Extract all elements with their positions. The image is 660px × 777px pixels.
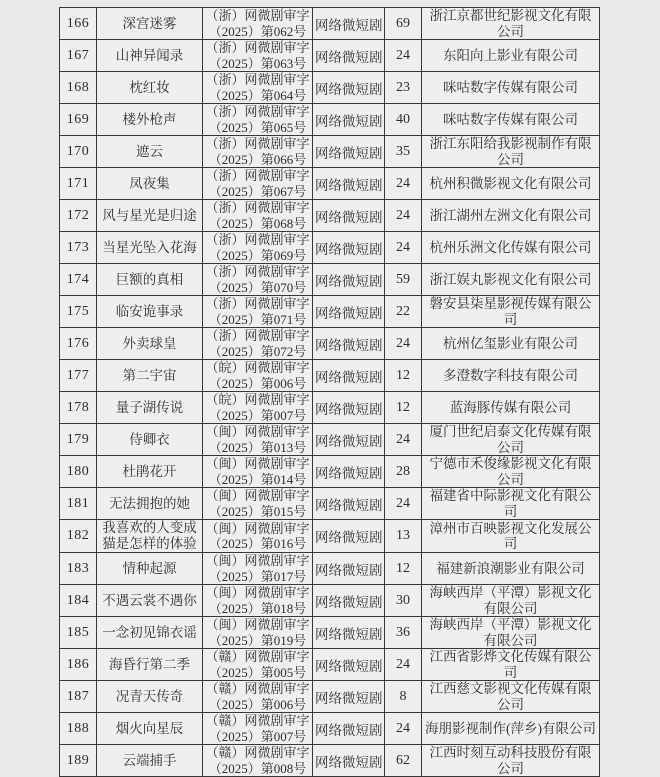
license-line-1: （浙）网微剧审字 xyxy=(205,264,310,279)
license-line-1: （浙）网微剧审字 xyxy=(205,40,310,55)
cell-index: 187 xyxy=(60,681,97,713)
table-row xyxy=(60,488,600,520)
table-row xyxy=(60,136,600,168)
license-line-2: （2025）第006号 xyxy=(208,375,307,391)
cell-title: 无法拥抱的她 xyxy=(97,488,203,520)
license-line-1: （浙）网微剧审字 xyxy=(205,232,310,247)
cell-company: 浙江娱丸影视文化有限公司 xyxy=(422,264,600,296)
cell-license xyxy=(203,745,313,777)
cell-index: 179 xyxy=(60,424,97,456)
license-line-1: （浙）网微剧审字 xyxy=(205,136,310,151)
cell-license xyxy=(203,488,313,520)
cell-title: 我喜欢的人变成猫是怎样的体验 xyxy=(97,520,203,553)
cell-episodes: 30 xyxy=(385,585,422,617)
cell-type: 网络微短剧 xyxy=(313,649,385,681)
cell-episodes: 69 xyxy=(385,8,422,40)
license-line-1: （赣）网微剧审字 xyxy=(205,745,310,760)
cell-type: 网络微短剧 xyxy=(313,488,385,520)
license-line-1: （闽）网微剧审字 xyxy=(205,617,310,632)
cell-license xyxy=(203,136,313,168)
license-line-1: （浙）网微剧审字 xyxy=(205,168,310,183)
cell-index: 185 xyxy=(60,617,97,649)
cell-company: 江西慈文影视文化传媒有限公司 xyxy=(422,681,600,713)
cell-episodes: 24 xyxy=(385,40,422,72)
cell-episodes: 36 xyxy=(385,617,422,649)
cell-title: 遮云 xyxy=(97,136,203,168)
cell-index: 182 xyxy=(60,520,97,553)
license-line-2: （2025）第005号 xyxy=(208,664,307,680)
cell-license xyxy=(203,392,313,424)
license-line-2: （2025）第019号 xyxy=(208,632,307,648)
table-row xyxy=(60,40,600,72)
table-row xyxy=(60,8,600,40)
cell-episodes: 24 xyxy=(385,713,422,745)
license-line-1: （闽）网微剧审字 xyxy=(205,553,310,568)
cell-title: 外卖球皇 xyxy=(97,328,203,360)
cell-index: 184 xyxy=(60,585,97,617)
cell-episodes: 24 xyxy=(385,200,422,232)
license-line-2: （2025）第066号 xyxy=(208,151,307,167)
cell-episodes: 24 xyxy=(385,488,422,520)
cell-index: 166 xyxy=(60,8,97,40)
cell-license xyxy=(203,585,313,617)
license-line-1: （浙）网微剧审字 xyxy=(205,104,310,119)
cell-license xyxy=(203,360,313,392)
cell-type: 网络微短剧 xyxy=(313,104,385,136)
license-line-1: （闽）网微剧审字 xyxy=(205,488,310,503)
cell-episodes: 24 xyxy=(385,168,422,200)
table-row xyxy=(60,72,600,104)
license-table xyxy=(59,7,600,777)
cell-title: 云端捕手 xyxy=(97,745,203,777)
cell-company: 江西省影烨文化传媒有限公司 xyxy=(422,649,600,681)
cell-episodes: 24 xyxy=(385,424,422,456)
license-line-2: （2025）第013号 xyxy=(208,439,307,455)
license-line-2: （2025）第071号 xyxy=(208,311,307,327)
cell-index: 167 xyxy=(60,40,97,72)
license-line-1: （闽）网微剧审字 xyxy=(205,424,310,439)
cell-license xyxy=(203,232,313,264)
cell-title: 深宫迷雾 xyxy=(97,8,203,40)
cell-company: 江西时刻互动科技股份有限公司 xyxy=(422,745,600,777)
cell-type: 网络微短剧 xyxy=(313,40,385,72)
cell-index: 172 xyxy=(60,200,97,232)
license-line-1: （赣）网微剧审字 xyxy=(205,713,310,728)
cell-index: 171 xyxy=(60,168,97,200)
table-row xyxy=(60,553,600,585)
cell-title: 一念初见锦衣谣 xyxy=(97,617,203,649)
license-line-2: （2025）第007号 xyxy=(208,407,307,423)
cell-license xyxy=(203,649,313,681)
cell-license xyxy=(203,553,313,585)
cell-type: 网络微短剧 xyxy=(313,713,385,745)
table-row xyxy=(60,424,600,456)
cell-license xyxy=(203,104,313,136)
cell-index: 181 xyxy=(60,488,97,520)
table-row xyxy=(60,264,600,296)
license-line-1: （皖）网微剧审字 xyxy=(205,360,310,375)
cell-company: 厦门世纪启泰文化传媒有限公司 xyxy=(422,424,600,456)
cell-index: 169 xyxy=(60,104,97,136)
license-line-2: （2025）第072号 xyxy=(208,343,307,359)
cell-type: 网络微短剧 xyxy=(313,553,385,585)
cell-company: 海峡西岸（平潭）影视文化有限公司 xyxy=(422,617,600,649)
table-row xyxy=(60,713,600,745)
cell-company: 福建新浪潮影业有限公司 xyxy=(422,553,600,585)
cell-type: 网络微短剧 xyxy=(313,136,385,168)
table-row xyxy=(60,649,600,681)
cell-title: 情种起源 xyxy=(97,553,203,585)
cell-index: 177 xyxy=(60,360,97,392)
license-line-1: （赣）网微剧审字 xyxy=(205,681,310,696)
table-row xyxy=(60,168,600,200)
license-line-2: （2025）第063号 xyxy=(208,55,307,71)
license-line-2: （2025）第017号 xyxy=(208,568,307,584)
cell-type: 网络微短剧 xyxy=(313,72,385,104)
table-row xyxy=(60,585,600,617)
cell-episodes: 23 xyxy=(385,72,422,104)
cell-type: 网络微短剧 xyxy=(313,168,385,200)
cell-type: 网络微短剧 xyxy=(313,424,385,456)
table-row xyxy=(60,328,600,360)
cell-title: 不遇云裳不遇你 xyxy=(97,585,203,617)
cell-index: 174 xyxy=(60,264,97,296)
cell-license xyxy=(203,328,313,360)
cell-license xyxy=(203,520,313,553)
cell-company: 多澄数字科技有限公司 xyxy=(422,360,600,392)
cell-episodes: 24 xyxy=(385,328,422,360)
license-line-2: （2025）第062号 xyxy=(208,23,307,39)
cell-index: 175 xyxy=(60,296,97,328)
license-line-2: （2025）第070号 xyxy=(208,279,307,295)
cell-index: 173 xyxy=(60,232,97,264)
license-line-2: （2025）第064号 xyxy=(208,87,307,103)
table-row xyxy=(60,360,600,392)
cell-title: 第二宇宙 xyxy=(97,360,203,392)
cell-license xyxy=(203,168,313,200)
cell-company: 浙江湖州左洲文化有限公司 xyxy=(422,200,600,232)
cell-type: 网络微短剧 xyxy=(313,617,385,649)
table-row xyxy=(60,617,600,649)
cell-company: 福建省中际影视文化有限公司 xyxy=(422,488,600,520)
cell-title: 杜鹃花开 xyxy=(97,456,203,488)
license-line-1: （赣）网微剧审字 xyxy=(205,649,310,664)
cell-episodes: 22 xyxy=(385,296,422,328)
cell-company: 东阳向上影业有限公司 xyxy=(422,40,600,72)
table-row xyxy=(60,392,600,424)
cell-episodes: 59 xyxy=(385,264,422,296)
cell-company: 浙江东阳给我影视制作有限公司 xyxy=(422,136,600,168)
cell-index: 188 xyxy=(60,713,97,745)
cell-license xyxy=(203,296,313,328)
table-row xyxy=(60,232,600,264)
cell-title: 枕红妆 xyxy=(97,72,203,104)
cell-license xyxy=(203,264,313,296)
cell-index: 183 xyxy=(60,553,97,585)
cell-title: 凤夜集 xyxy=(97,168,203,200)
cell-type: 网络微短剧 xyxy=(313,745,385,777)
cell-index: 168 xyxy=(60,72,97,104)
table-row xyxy=(60,681,600,713)
cell-title: 海昏行第二季 xyxy=(97,649,203,681)
cell-type: 网络微短剧 xyxy=(313,328,385,360)
cell-index: 178 xyxy=(60,392,97,424)
cell-title: 侍卿衣 xyxy=(97,424,203,456)
cell-company: 杭州亿玺影业有限公司 xyxy=(422,328,600,360)
cell-license xyxy=(203,424,313,456)
cell-title: 况青天传奇 xyxy=(97,681,203,713)
cell-company: 咪咕数字传媒有限公司 xyxy=(422,104,600,136)
cell-type: 网络微短剧 xyxy=(313,264,385,296)
cell-type: 网络微短剧 xyxy=(313,200,385,232)
cell-title: 楼外枪声 xyxy=(97,104,203,136)
cell-company: 杭州乐洲文化传媒有限公司 xyxy=(422,232,600,264)
cell-license xyxy=(203,681,313,713)
cell-episodes: 28 xyxy=(385,456,422,488)
cell-index: 186 xyxy=(60,649,97,681)
cell-episodes: 12 xyxy=(385,553,422,585)
cell-type: 网络微短剧 xyxy=(313,232,385,264)
table-row xyxy=(60,104,600,136)
cell-title: 烟火向星辰 xyxy=(97,713,203,745)
cell-company: 杭州积微影视文化有限公司 xyxy=(422,168,600,200)
cell-company: 蓝海豚传媒有限公司 xyxy=(422,392,600,424)
cell-title: 巨额的真相 xyxy=(97,264,203,296)
table-row xyxy=(60,200,600,232)
cell-title: 山神异闻录 xyxy=(97,40,203,72)
license-line-2: （2025）第069号 xyxy=(208,247,307,263)
cell-episodes: 12 xyxy=(385,392,422,424)
cell-type: 网络微短剧 xyxy=(313,392,385,424)
cell-license xyxy=(203,8,313,40)
license-line-2: （2025）第067号 xyxy=(208,183,307,199)
cell-episodes: 24 xyxy=(385,649,422,681)
table-row xyxy=(60,745,600,777)
cell-type: 网络微短剧 xyxy=(313,296,385,328)
cell-episodes: 13 xyxy=(385,520,422,553)
license-line-1: （浙）网微剧审字 xyxy=(205,72,310,87)
cell-license xyxy=(203,617,313,649)
license-line-2: （2025）第008号 xyxy=(208,760,307,776)
cell-title: 风与星光是归途 xyxy=(97,200,203,232)
cell-type: 网络微短剧 xyxy=(313,520,385,553)
table-row xyxy=(60,296,600,328)
table-body xyxy=(60,8,600,777)
cell-company: 漳州市百映影视文化发展公司 xyxy=(422,520,600,553)
table-row xyxy=(60,520,600,553)
cell-index: 189 xyxy=(60,745,97,777)
license-line-2: （2025）第068号 xyxy=(208,215,307,231)
license-line-2: （2025）第015号 xyxy=(208,503,307,519)
license-line-1: （闽）网微剧审字 xyxy=(205,520,310,536)
cell-type: 网络微短剧 xyxy=(313,360,385,392)
cell-license xyxy=(203,200,313,232)
cell-company: 海朋影视制作(萍乡)有限公司 xyxy=(422,713,600,745)
cell-index: 176 xyxy=(60,328,97,360)
license-line-1: （皖）网微剧审字 xyxy=(205,392,310,407)
license-line-1: （浙）网微剧审字 xyxy=(205,296,310,311)
cell-company: 宁德市禾俊缘影视文化有限公司 xyxy=(422,456,600,488)
cell-license xyxy=(203,40,313,72)
cell-episodes: 35 xyxy=(385,136,422,168)
license-line-1: （浙）网微剧审字 xyxy=(205,200,310,215)
license-line-1: （闽）网微剧审字 xyxy=(205,585,310,600)
cell-episodes: 12 xyxy=(385,360,422,392)
cell-company: 咪咕数字传媒有限公司 xyxy=(422,72,600,104)
cell-type: 网络微短剧 xyxy=(313,681,385,713)
license-line-2: （2025）第007号 xyxy=(208,728,307,744)
license-line-2: （2025）第016号 xyxy=(208,536,307,551)
license-line-2: （2025）第065号 xyxy=(208,119,307,135)
table-row xyxy=(60,456,600,488)
cell-title: 量子湖传说 xyxy=(97,392,203,424)
license-line-2: （2025）第018号 xyxy=(208,600,307,616)
cell-type: 网络微短剧 xyxy=(313,8,385,40)
cell-title: 临安诡事录 xyxy=(97,296,203,328)
cell-episodes: 24 xyxy=(385,232,422,264)
license-line-1: （浙）网微剧审字 xyxy=(205,328,310,343)
cell-license xyxy=(203,456,313,488)
cell-company: 磐安县柒星影视传媒有限公司 xyxy=(422,296,600,328)
cell-index: 170 xyxy=(60,136,97,168)
cell-company: 海峡西岸（平潭）影视文化有限公司 xyxy=(422,585,600,617)
license-line-1: （闽）网微剧审字 xyxy=(205,456,310,471)
license-line-2: （2025）第006号 xyxy=(208,696,307,712)
cell-license xyxy=(203,72,313,104)
cell-type: 网络微短剧 xyxy=(313,585,385,617)
cell-episodes: 40 xyxy=(385,104,422,136)
cell-episodes: 8 xyxy=(385,681,422,713)
cell-title: 当星光坠入花海 xyxy=(97,232,203,264)
cell-license xyxy=(203,713,313,745)
cell-type: 网络微短剧 xyxy=(313,456,385,488)
cell-index: 180 xyxy=(60,456,97,488)
cell-episodes: 62 xyxy=(385,745,422,777)
license-line-2: （2025）第014号 xyxy=(208,471,307,487)
license-line-1: （浙）网微剧审字 xyxy=(205,8,310,23)
cell-company: 浙江京都世纪影视文化有限公司 xyxy=(422,8,600,40)
